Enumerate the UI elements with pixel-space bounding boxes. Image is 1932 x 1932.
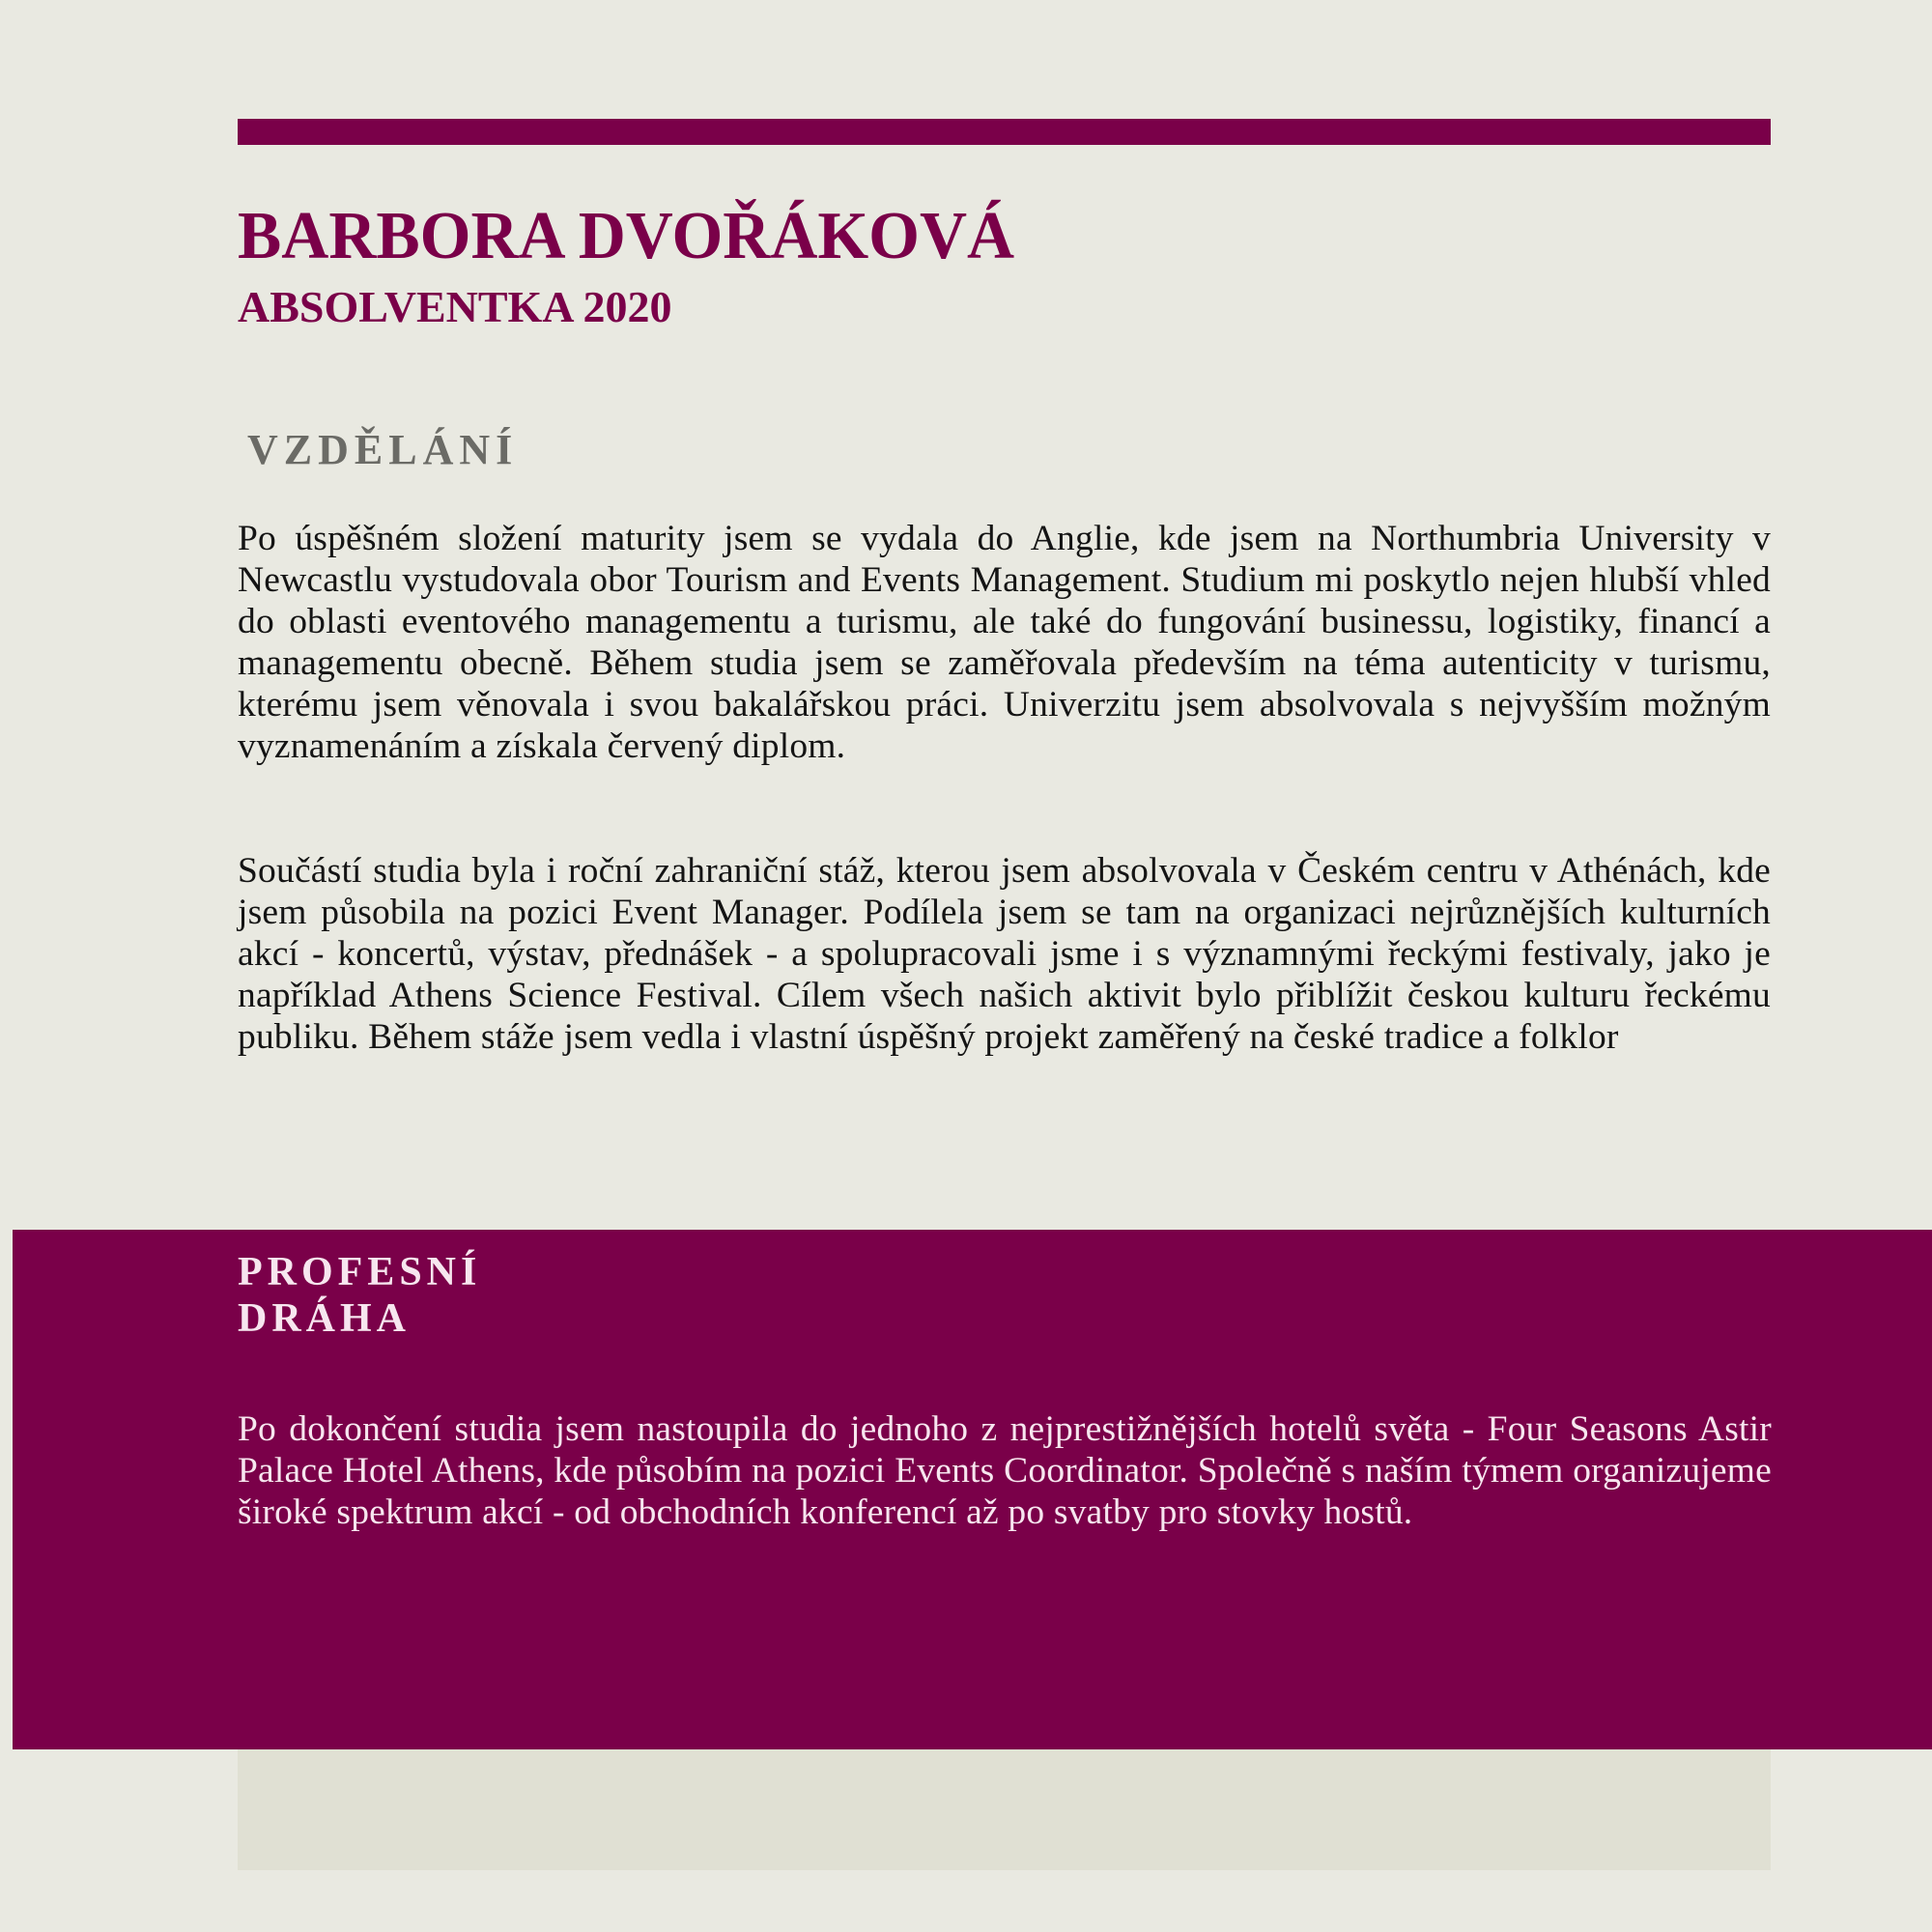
career-heading bbox=[238, 1249, 481, 1342]
decorative-lower-panel bbox=[238, 1749, 1771, 1870]
internship-paragraph: Součástí studia byla i roční zahraniční stáž, kterou jsem absolvovala v Českém centru v Athénách, kde jsem působila na pozici Event Manager. Podílela jsem se tam na organizaci nejrůznějších kulturních akcí - koncertů, výstav, přednášek - a spolupracovali jsme i s významnými řeckými festivaly, jako je například Athens Science Festival. Cílem všech našich aktivit bylo přiblížit českou kulturu řeckému publiku. Během stáže jsem vedla i vlastní úspěšný projekt zaměřený na české tradice a folklor bbox=[238, 851, 1771, 1057]
education-heading: VZDĚLÁNÍ bbox=[247, 426, 519, 473]
career-heading-line2: DRÁHA bbox=[238, 1296, 411, 1341]
top-accent-bar bbox=[238, 119, 1771, 145]
career-heading-line1: PROFESNÍ bbox=[238, 1250, 482, 1294]
education-paragraph: Po úspěšném složení maturity jsem se vydala do Anglie, kde jsem na Northumbria University v Newcastlu vystudovala obor Tourism and Events Management. Studium mi poskytlo nejen hlubší vhled do oblasti eventového managementu a turismu, ale také do fungování businessu, logistiky, financí a managementu obecně. Během studia jsem se zaměřovala především na téma autenticity v turismu, kterému jsem věnovala i svou bakalářskou práci. Univerzitu jsem absolvovala s nejvyšším možným vyznamenáním a získala červený diplom. bbox=[238, 519, 1771, 766]
career-section bbox=[13, 1230, 1932, 1749]
career-paragraph: Po dokončení studia jsem nastoupila do jednoho z nejprestižnějších hotelů světa - Four Seasons Astir Palace Hotel Athens, kde působím na pozici Events Coordinator. Společně s naším týmem organizujeme široké spektrum akcí - od obchodních konferencí až po svatby pro stovky hostů. bbox=[238, 1409, 1772, 1532]
person-name: BARBORA DVOŘÁKOVÁ bbox=[238, 199, 1015, 273]
graduate-subtitle: ABSOLVENTKA 2020 bbox=[238, 282, 672, 331]
